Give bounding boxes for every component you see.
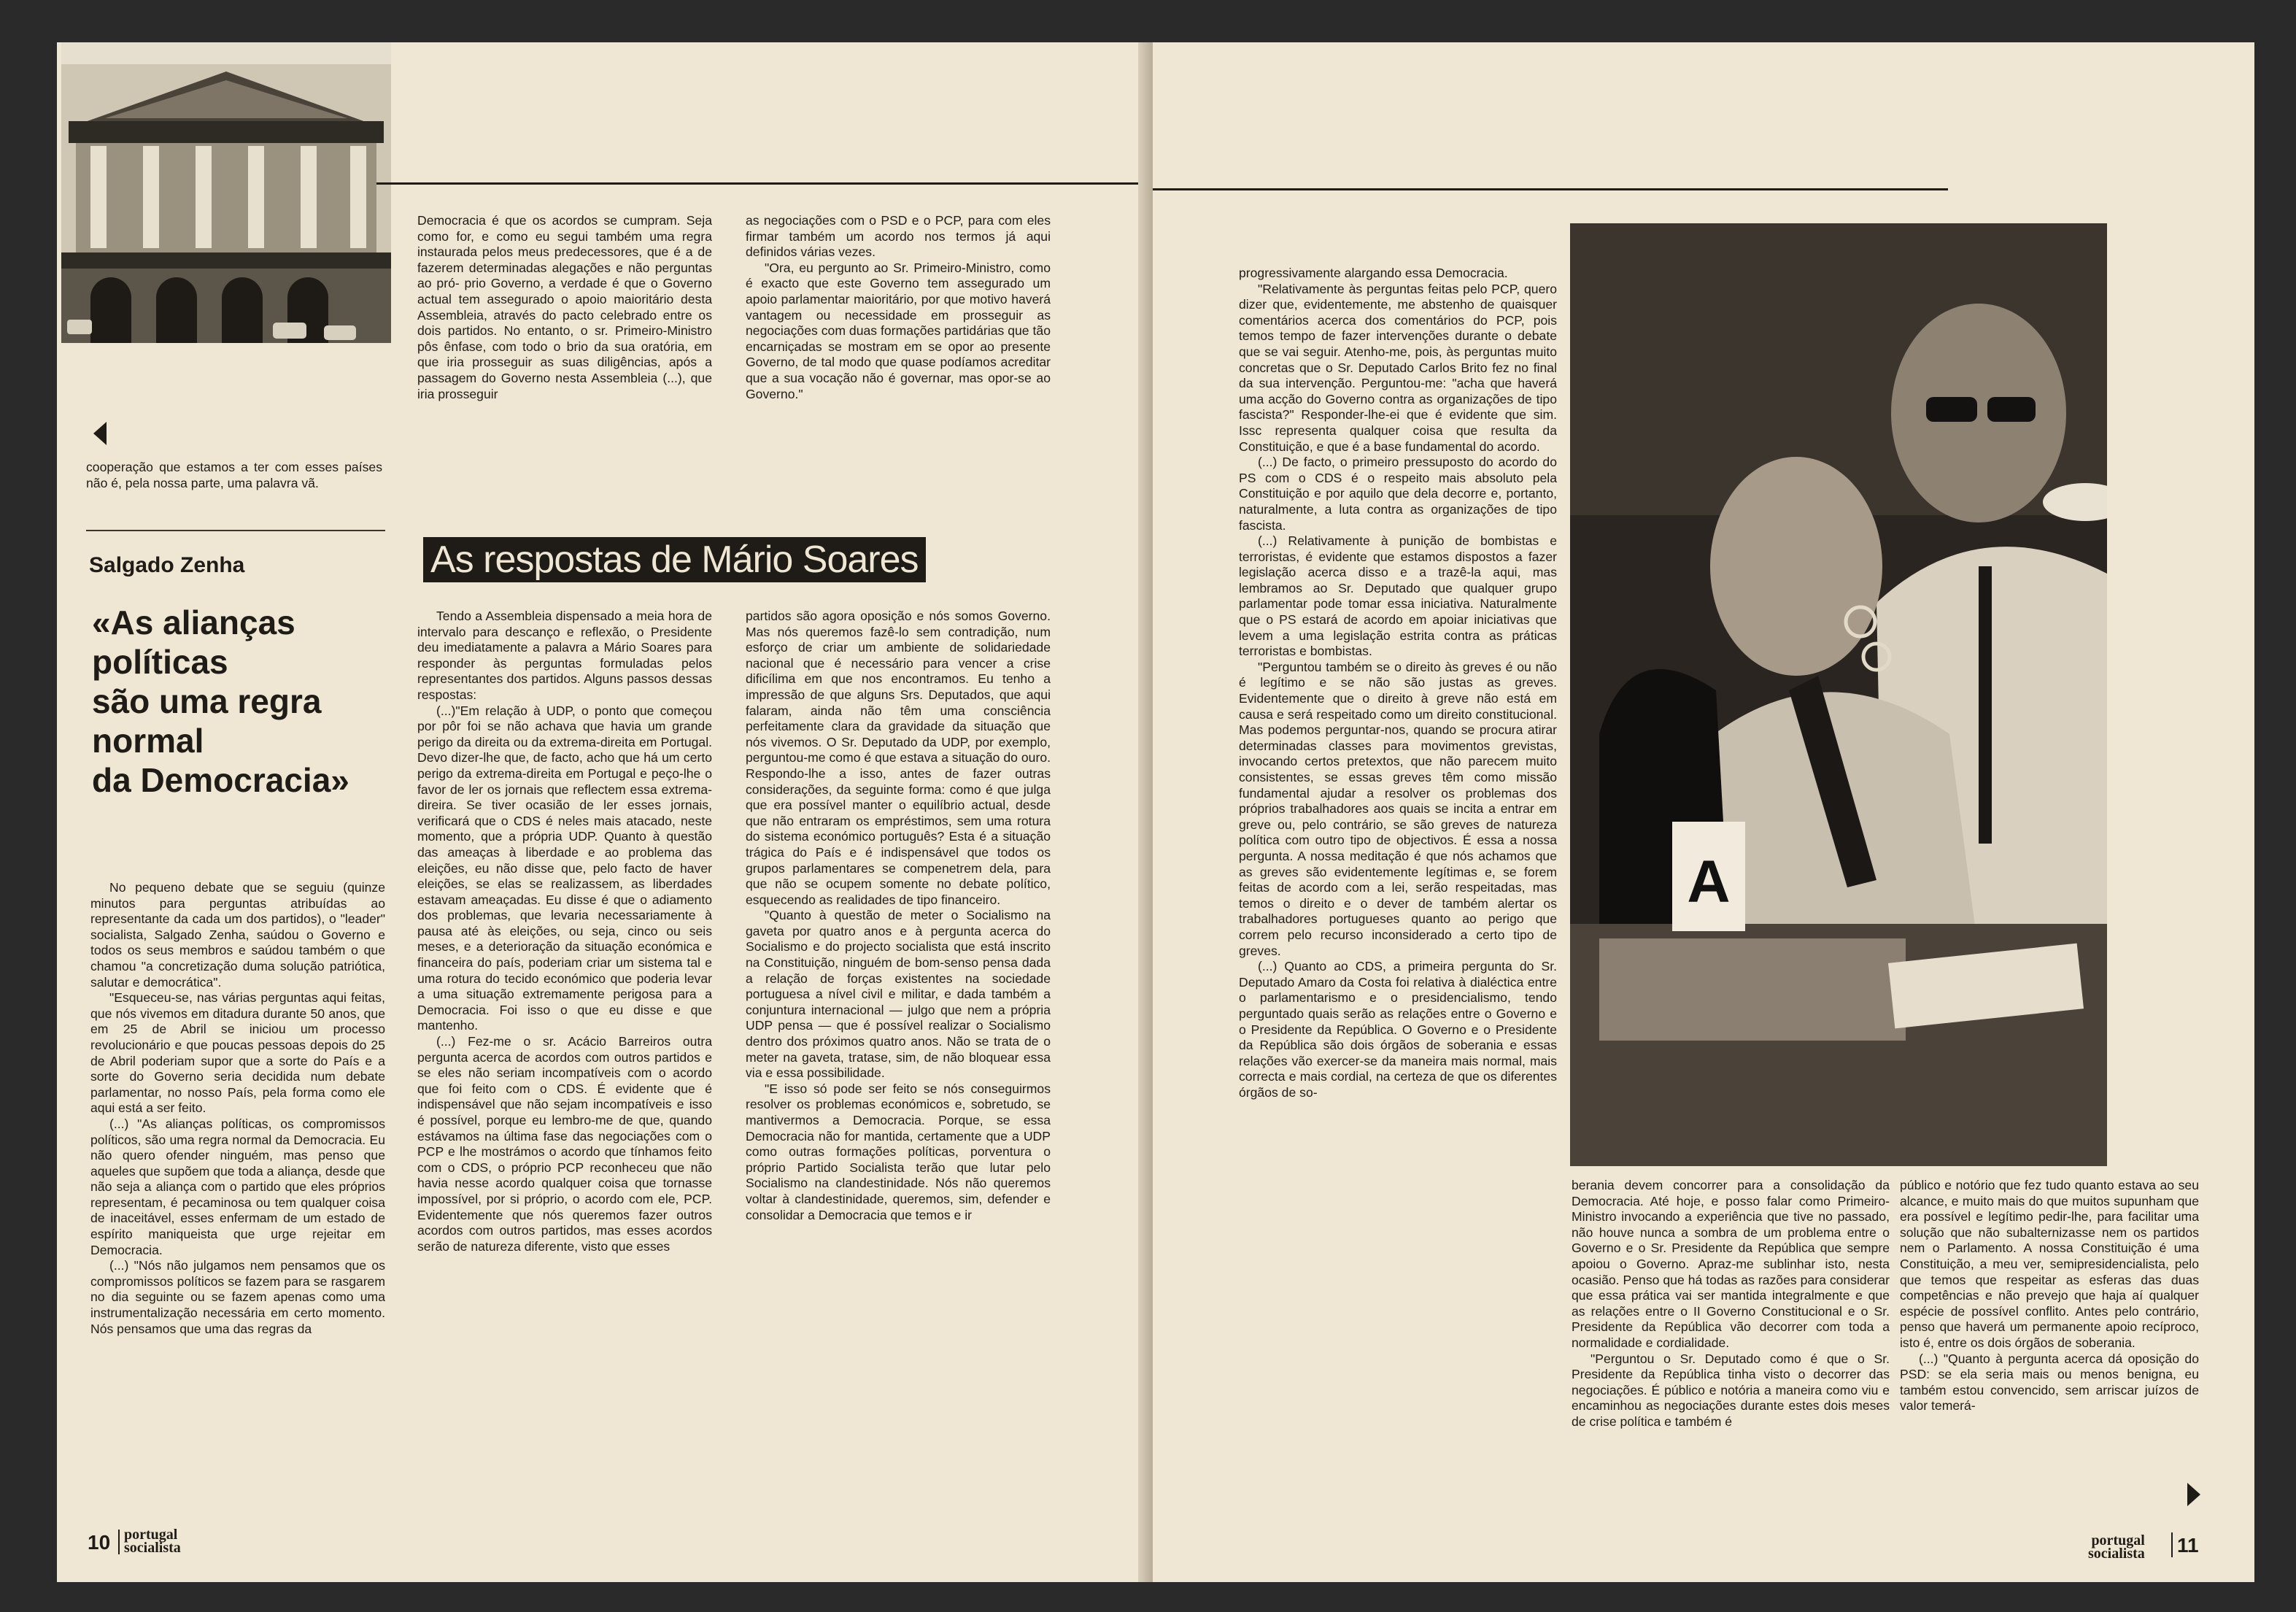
article-column-2-top: [417, 213, 712, 402]
article-column-3-top: [746, 213, 1051, 402]
headline-line: são uma regra: [92, 682, 322, 720]
paragraph: "Esqueceu-se, nas várias perguntas aqui feitas, que nós vivemos em ditadura durante 50 anos, que em 25 de Abril se iniciou um processo revolucionário e que poucas pessoas depois do 25 de Abril poderiam supor que a sorte do País e a sorte do Governo seria decidida num debate parlamentar, no nosso País, pela forma como ele aqui está a ser feito.: [90, 990, 385, 1116]
headline-line: normal: [92, 722, 204, 760]
paragraph: (...) "As alianças políticas, os compromissos políticos, são uma regra normal da Democracia. Eu não quero ofender ninguém, mas penso que aqueles que supõem que toda a aliança, desde que não seja a aliança com o partido que eles próprios representam, é pecaminosa ou tem qualquer coisa de inaceitável, esses enfermam de um estado de espírito maniqueista que urge rejeitar em Democracia.: [90, 1116, 385, 1257]
caption-rule: [86, 530, 385, 531]
paragraph: "Relativamente às perguntas feitas pelo PCP, quero dizer que, evidentemente, me abstenho de quaisquer comentários acerca dos comentários do PCP, pois temos tempo de fazer intervenções durante o debate que se vai seguir. Atenho-me, pois, às perguntas muito concretas que o Sr. Deputado Carlos Brito fez no final da sua intervenção. Perguntou-me: "acha que haverá uma acção do Governo contra as organizações de tipo fascista?" Responder-lhe-ei que é evidente que sim. Issc representa qualquer coisa que resulta da Constituição, e que é a base fundamental do acordo.: [1239, 281, 1557, 454]
paragraph: "Perguntou também se o direito às greves é ou não é legítimo e se não são justas as greves. Evidentemente que o direito à greve não está em causa e será respeitado como um direito constitucional. Mas podemos perguntar-nos, quando se procura atirar determinadas classes para movimentos grevistas, invocando certos pretextos, que não parecem muito consistentes, se essas greves têm como missão fundamental ajudar a resolver os problemas dos próprios trabalhadores aos quais se incita a entrar em greve ou, pelo contrário, se são greves de natureza política com outro tipo de objectivos. É essa a nossa pergunta. A nossa meditação é que nós achamos que as greves são evidentemente legítimas e, se forem feitas de acordo com a lei, serão respeitadas, mas temos o direito e o dever de também alertar os trabalhadores portugueses quanto ao perigo que correm pelo recurso inconsiderado a certo tipo de greves.: [1239, 659, 1557, 958]
parliament-building-photo: [61, 42, 391, 343]
headline-line: da Democracia»: [92, 761, 349, 799]
article-column-1: [1239, 266, 1557, 1100]
paragraph: (...) "Nós não julgamos nem pensamos que os compromissos políticos se fazem para se rasgarem no dia seguinte ou se fazem apenas como uma instrumentalização necessária em certo momento. Nós pensamos que uma das regras da: [90, 1258, 385, 1336]
section-banner: As respostas de Mário Soares: [423, 537, 926, 582]
page-number: 11: [2177, 1534, 2199, 1557]
paragraph: (...) Fez-me o sr. Acácio Barreiros outra pergunta acerca de acordos com outros partidos e se eles não seriam incompatíveis com o acordo que foi feito com o CDS. É evidente que é indispensável que não sejam incompatíveis e isso é possível, porque eu lembro-me de que, quando estávamos na última fase das negociações com o PCP e lhe mostrámos o acordo que tínhamos feito com o CDS, o próprio PCP reconheceu que não havia nesse acordo qualquer coisa que tornasse impossível, por si próprio, o acordo com ele, PCP. Evidentemente que nós queremos fazer outros acordos com outros partidos, mas esses acordos serão de natureza diferente, visto que esses: [417, 1034, 712, 1254]
paragraph: (...) De facto, o primeiro pressuposto do acordo do PS com o CDS é o respeito mais absoluto pela Constituição e por aquilo que dela decorre e, portanto, naturalmente, a luta contra as organizações de tipo fascista.: [1239, 455, 1557, 533]
paragraph: (...) Relativamente à punição de bombistas e terroristas, é evidente que estamos dispostos a fazer legislação acerca disso e a trazê-la aqui, mas lembramos ao Sr. Deputado que qualquer grupo parlamentar pode tomar essa iniciativa. Naturalmente que o PS estará de acordo em apoiar iniciativas que levem a uma legislação estrita contra as práticas terroristas e bombistas.: [1239, 533, 1557, 659]
photo-placard-label: A: [1687, 849, 1731, 915]
photo-caption: cooperação que estamos a ter com esses países não é, pela nossa parte, uma palavra vã.: [86, 460, 382, 490]
article-column-1: [90, 880, 385, 1337]
article-column-2-bottom: [417, 609, 712, 1254]
paragraph: (...) "Quanto à pergunta acerca dá oposição do PSD: se ela seria mais ou menos benigna, eu também estou convencido, sem arriscar juízos de valor temerá-: [1900, 1351, 2199, 1414]
paragraph: progressivamente alargando essa Democracia.: [1239, 266, 1508, 280]
headline-line: «As alianças: [92, 603, 295, 641]
paragraph: "Perguntou o Sr. Deputado como é que o Sr. Presidente da República tinha visto o decorrer das negociações. É público e notória a maneira como viu e encaminhou as negociações durante estes dois meses de crise política e também é: [1572, 1351, 1890, 1429]
right-page: [1153, 42, 2254, 1582]
section-rule: [376, 182, 1150, 185]
paragraph: Democracia é que os acordos se cumpram. Seja como for, e como eu segui também uma regra instaurada pelos meus predecessores, que é a de fazerem determinadas alegações e não perguntas ao pró- prio Governo, a verdade é que o Governo actual tem assegurado o apoio maioritário desta Assembleia, através do pacto celebrado entre os dois partidos. No entanto, o sr. Primeiro-Ministro pôs ênfase, com todo o brio da sua oratória, em que iria prosseguir as suas diligências, após a passagem do Governo nesta Assembleia (...), que iria prosseguir: [417, 213, 712, 401]
folio-divider: [2171, 1532, 2173, 1557]
paragraph: as negociações com o PSD e o PCP, para com eles firmar também um acordo nos termos já aqui definidos várias vezes.: [746, 213, 1051, 260]
paragraph: (...) Quanto ao CDS, a primeira pergunta do Sr. Deputado Amaro da Costa foi relativa à dialéctica entre o parlamentarismo e o presidencialismo, tendo perguntado quais serão as relações entre o Governo e o Presidente da República. O Governo e o Presidente da República são dois órgãos de soberania e essas relações vão exercer-se da maneira mais normal, mais correcta e mais cordial, na certeza de que os diferentes órgãos de so-: [1239, 959, 1557, 1100]
page-number: 10: [88, 1531, 111, 1554]
article-column-2: [1572, 1178, 1890, 1430]
soares-photo: [1570, 223, 2107, 1166]
left-page: [57, 42, 1150, 1582]
paragraph: "Quanto à questão de meter o Socialismo na gaveta por quatro anos e à pergunta acerca do Socialismo e do projecto socialista que está inscrito na Constituição, ninguém de bom-senso pensa dada a relação de forças existentes na sociedade portuguesa a nível civil e militar, e dada também a conjuntura internacional — julgo que nem a própria UDP pensa — que é possível realizar o Socialismo dentro dos próximos quatro anos. Não se trata de o meter na gaveta, tratase, sim, de não bloquear essa via e essa possibilidade.: [746, 908, 1051, 1081]
paragraph: Tendo a Assembleia dispensado a meia hora de intervalo para descanço e reflexão, o Presidente deu imediatamente a palavra a Mário Soares para responder às perguntas formuladas pelos representantes dos partidos. Alguns passos dessas respostas:: [417, 609, 712, 702]
publication-logo: portugal socialista: [2088, 1532, 2145, 1562]
article-column-3: [1900, 1178, 2199, 1414]
next-page-arrow-icon: [2187, 1483, 2200, 1506]
section-rule: [1153, 188, 1948, 190]
paragraph: público e notório que fez tudo quanto estava ao seu alcance, e muito mais do que muitos supunham que era possível e legítimo pedir-lhe, para facilitar uma solução que não subalternizasse nem os partidos nem o Parlamento. A nossa Constituição é uma Constituição, a meu ver, semipresidencialista, pelo que temos que respeitar as esferas das duas competências e não prevejo que haja aí qualquer espécie de possível conflito. Antes pelo contrário, penso que haverá um permanente apoio recíproco, isto é, entre os dois órgãos de soberania.: [1900, 1178, 2199, 1350]
paragraph: (...)"Em relação à UDP, o ponto que começou por pôr foi se não achava que havia um grande perigo da direita ou da extrema-direita em Portugal. Devo dizer-lhe que, de facto, acho que há um certo perigo da extrema-direita em Portugal e peço-lhe o favor de ler os jornais que reflectem essa extrema-direira. Se tiver ocasião de ler esses jornais, verificará que o CDS é neles mais atacado, neste momento, que a própria UDP. Quanto à questão das ameaças à liberdade e ao problema das eleições, eu não disse que, pelo facto de haver eleições, se elas se realizassem, as liberdades estavam ameaçadas. Eu disse é que o adiamento dos problemas, que levaria necessariamente à pausa até às eleições, ou seja, cinco ou seis meses, e a deterioração da situação económica e financeira do país, poderiam criar um sistema tal e uma rotura do tecido económico que poderia levar a uma situação extremamente perigosa para a Democracia. Foi isso o que eu disse e que mantenho.: [417, 703, 712, 1033]
article-column-3-bottom: [746, 609, 1051, 1223]
folio-divider: [118, 1530, 120, 1554]
previous-page-arrow-icon: [93, 422, 107, 445]
paragraph: "E isso só pode ser feito se nós conseguirmos resolver os problemas económicos e, sobretudo, se mantivermos a Democracia. Porque, se essa Democracia não for mantida, certamente que a UDP como outras formações políticas, porventura o próprio Partido Socialista terão que lutar pelo Socialismo na clandestinidade. Nós não queremos voltar à clandestinidade, queremos, sim, defender e consolidar a Democracia que temos e ir: [746, 1081, 1051, 1222]
paragraph: partidos são agora oposição e nós somos Governo. Mas nós queremos fazê-lo sem contradição, num esforço de criar um ambiente de solidariedade nacional que é necessário para vencer a crise dificílima em que nos encontramos. Eu tenho a impressão de que alguns Srs. Deputados, que aqui falaram, ainda não têm uma consciência perfeitamente clara da gravidade da situação que nós vivemos. O Sr. Deputado da UDP, por exemplo, perguntou-me como é que estava a situação do ouro. Respondo-lhe a isso, antes de fazer outras considerações, da seguinte forma: como é que julga que era possível manter o equilíbrio actual, desde que não entraram os empréstimos, sem uma rotura do sistema económico português? Esta é a situação trágica do País e é indispensável que todos os grupos parlamentares se compenetrem dela, para que não se ocupem somente no debate político, esquecendo as realidades de tipo financeiro.: [746, 609, 1051, 907]
publication-logo: portugal socialista: [124, 1527, 181, 1556]
byline: Salgado Zenha: [89, 553, 245, 577]
paragraph: "Ora, eu pergunto ao Sr. Primeiro-Ministro, como é exacto que este Governo tem assegurado um apoio parlamentar maioritário, por que motivo haverá vantagem ou necessidade em prosseguir as negociações com duas formações partidárias que tão encarniçadas se mostram em se opor ao presente Governo, de tal modo que quase podíamos acreditar que a sua vocação não é governar, mas opor-se ao Governo.": [746, 260, 1051, 401]
paragraph: No pequeno debate que se seguiu (quinze minutos para perguntas atribuídas ao representante da cada um dos partidos), o "leader" socialista, Salgado Zenha, saúdou o Governo e todos os seus membros e saúdou também o que chamou "a concretização duma solução patriótica, salutar e democrática".: [90, 880, 385, 990]
headline: [92, 603, 349, 800]
headline-line: políticas: [92, 643, 228, 681]
paragraph: berania devem concorrer para a consolidação da Democracia. Até hoje, e posso falar como Primeiro-Ministro invocando a experiência que tive no passado, não houve nunca a sombra de um problema entre o Governo e o Sr. Presidente da República que sempre apoiou o Governo. Apraz-me sublinhar isto, nesta ocasião. Penso que há todas as razões para considerar que essa prática vai ser mantida integralmente e que as relações entre o II Governo Constitucional e o Sr. Presidente da República vão decorrer com toda a normalidade e cordialidade.: [1572, 1178, 1890, 1350]
